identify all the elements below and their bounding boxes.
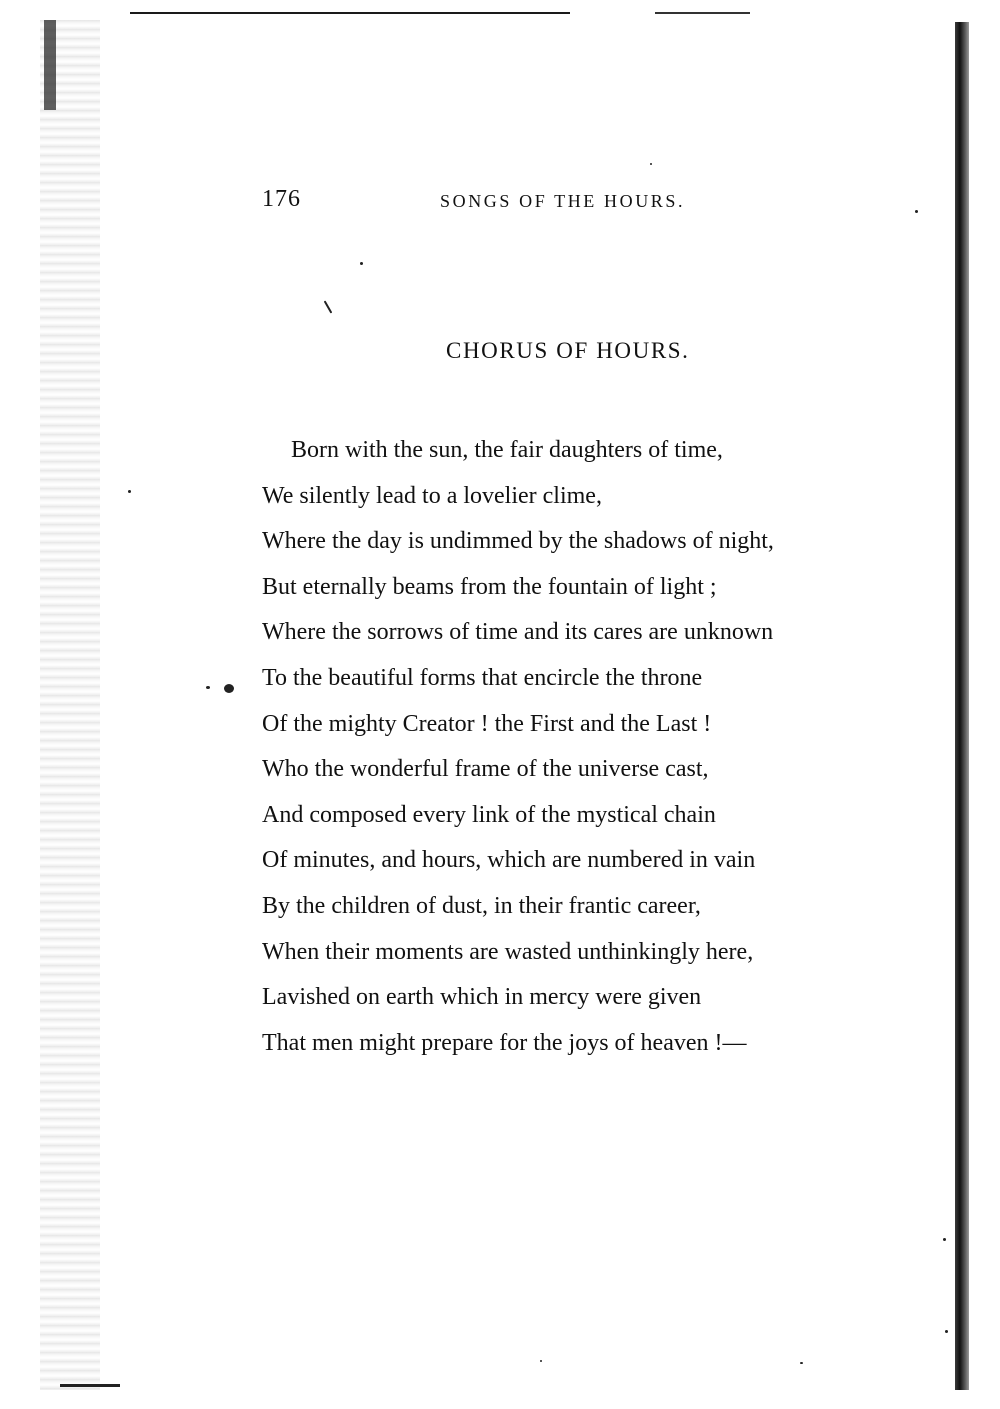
poem-line: Lavished on earth which in mercy were given [262, 984, 702, 1011]
page-number: 176 [262, 186, 301, 212]
speck [650, 163, 652, 165]
poem-line: That men might prepare for the joys of heaven !— [262, 1029, 747, 1056]
right-page-edge-shadow [955, 22, 969, 1390]
poem-line: Who the wonderful frame of the universe cast, [262, 756, 709, 783]
poem-line: And composed every link of the mystical chain [262, 801, 716, 828]
poem-line: Of the mighty Creator ! the First and the Last ! [262, 710, 712, 737]
poem-line: Of minutes, and hours, which are numbered in vain [262, 847, 756, 874]
poem-line: By the children of dust, in their frantic career, [262, 892, 701, 919]
bottom-left-mark [60, 1384, 120, 1387]
speck [224, 684, 234, 693]
poem-line: Where the sorrows of time and its cares are unknown [262, 619, 774, 646]
running-head: SONGS OF THE HOURS. [440, 191, 686, 211]
left-page-edge-shadow [40, 20, 100, 1390]
speck [128, 490, 131, 493]
poem-line: To the beautiful forms that encircle the throne [262, 664, 703, 691]
page-header [262, 186, 762, 218]
poem-line: But eternally beams from the fountain of light ; [262, 573, 717, 600]
poem-line: Born with the sun, the fair daughters of time, [291, 437, 723, 463]
poem-line: We silently lead to a lovelier clime, [262, 482, 602, 509]
poem-line: When their moments are wasted unthinkingly here, [262, 938, 754, 965]
speck [800, 1362, 803, 1364]
top-rule [130, 12, 570, 14]
poem-line: Where the day is undimmed by the shadows of night, [262, 528, 774, 555]
speck [360, 262, 363, 265]
speck [915, 210, 918, 213]
top-rule-fragment [655, 12, 750, 14]
speck [945, 1330, 948, 1333]
speck [540, 1360, 542, 1362]
poem-body [262, 428, 922, 1066]
speck [206, 686, 210, 689]
left-edge-dark-mark [44, 20, 56, 110]
speck [324, 300, 333, 313]
poem-title: CHORUS OF HOURS. [446, 338, 690, 363]
speck [943, 1238, 946, 1241]
